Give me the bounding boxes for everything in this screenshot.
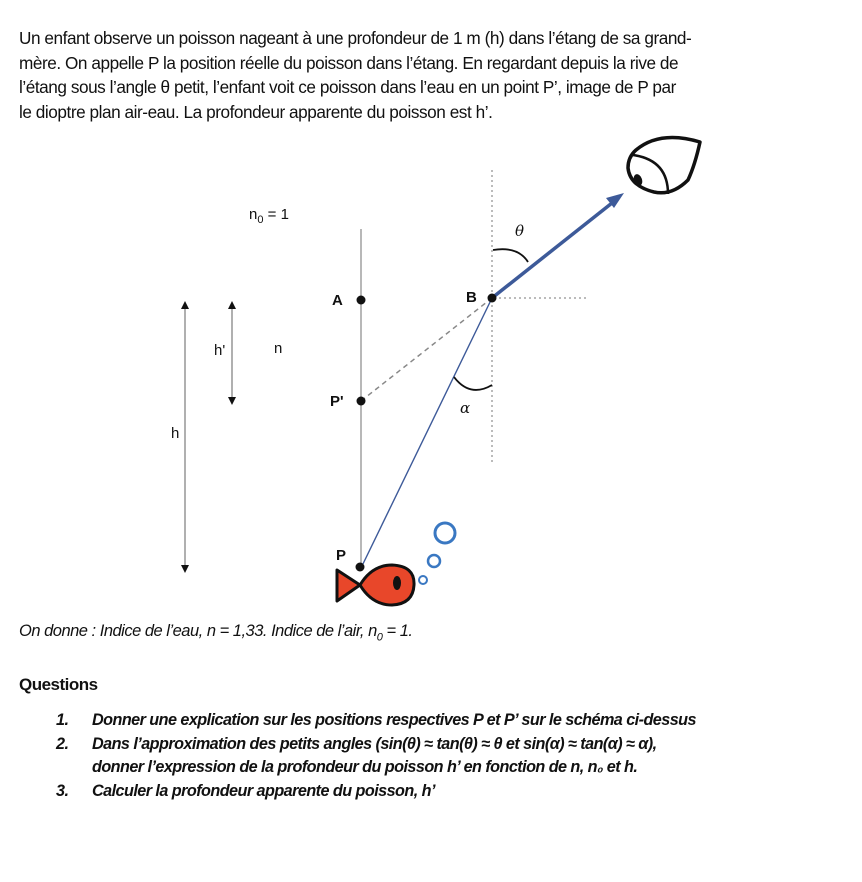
question-text: Dans l’approximation des petits angles (sin(θ) ≈ tan(θ) ≈ θ et sin(α) ≈ tan(α) ≈ α), <box>92 734 657 753</box>
h-prime-label: h' <box>214 342 226 359</box>
virtual-ray-dashed <box>361 298 492 401</box>
point-a-label: A <box>332 292 343 309</box>
point-p-label: P <box>336 547 347 564</box>
h-prime-arrow-head-top <box>228 301 236 309</box>
n-label: n <box>274 340 283 357</box>
intro-line-1: Un enfant observe un poisson nageant à une profondeur de 1 m (h) dans l’étang de sa grand- <box>19 28 692 48</box>
alpha-arc <box>454 377 492 390</box>
theta-arc <box>493 249 528 262</box>
point-p-prime-label: P' <box>330 393 344 410</box>
h-label: h <box>171 425 180 442</box>
question-number: 2. <box>56 734 69 753</box>
intro-line-3: l’étang sous l’angle θ petit, l’enfant voit ce poisson dans l’eau en un point P’, image de P par <box>19 77 676 97</box>
given-n: n = 1,33 <box>206 622 263 640</box>
point-b-label: B <box>466 289 477 306</box>
given-n0: n <box>368 622 377 640</box>
question-number: 1. <box>56 711 69 729</box>
question-item <box>56 733 696 780</box>
intro-line-2: mère. On appelle P la position réelle du poisson dans l’étang. En regardant depuis la rive de <box>19 52 679 73</box>
h-arrow-head-top <box>181 301 189 309</box>
question-text: Calculer la profondeur apparente du poisson, h’ <box>92 781 435 800</box>
bubble-icon-medium <box>428 555 440 567</box>
h-arrow-head-bottom <box>181 565 189 573</box>
intro-line-4: le dioptre plan air-eau. La profondeur apparente du poisson est h’. <box>19 101 493 122</box>
questions-list <box>56 709 696 803</box>
bubble-icon-small <box>419 576 427 584</box>
incident-ray <box>361 298 492 568</box>
given-suffix: = 1. <box>382 622 413 640</box>
given-n0-sub: 0 <box>376 631 383 644</box>
n0-label: $n_0 = 1$ <box>249 206 289 226</box>
given-mid: . Indice de l’air, <box>262 622 369 640</box>
question-number: 3. <box>56 781 69 800</box>
fish-icon <box>337 565 414 605</box>
theta-label: θ <box>515 222 525 240</box>
point-p-prime <box>357 397 366 406</box>
eye-icon <box>628 138 700 195</box>
question-text-continued: donner l’expression de la profondeur du poisson h’ en fonction de n, n₀ et h. <box>92 758 638 776</box>
point-b <box>488 294 497 303</box>
h-prime-arrow-head-bottom <box>228 397 236 405</box>
alpha-label: α <box>460 399 471 417</box>
question-item <box>56 780 696 804</box>
point-a <box>357 296 366 305</box>
question-item <box>56 709 696 733</box>
bubble-icon-large <box>435 523 455 543</box>
point-p <box>356 563 365 572</box>
questions-heading: Questions <box>19 675 98 694</box>
given-data <box>19 622 412 643</box>
question-text: Donner une explication sur les positions respectives P et P’ sur le schéma ci-dessus <box>92 711 696 729</box>
given-prefix: On donne : Indice de l’eau, <box>19 622 207 640</box>
